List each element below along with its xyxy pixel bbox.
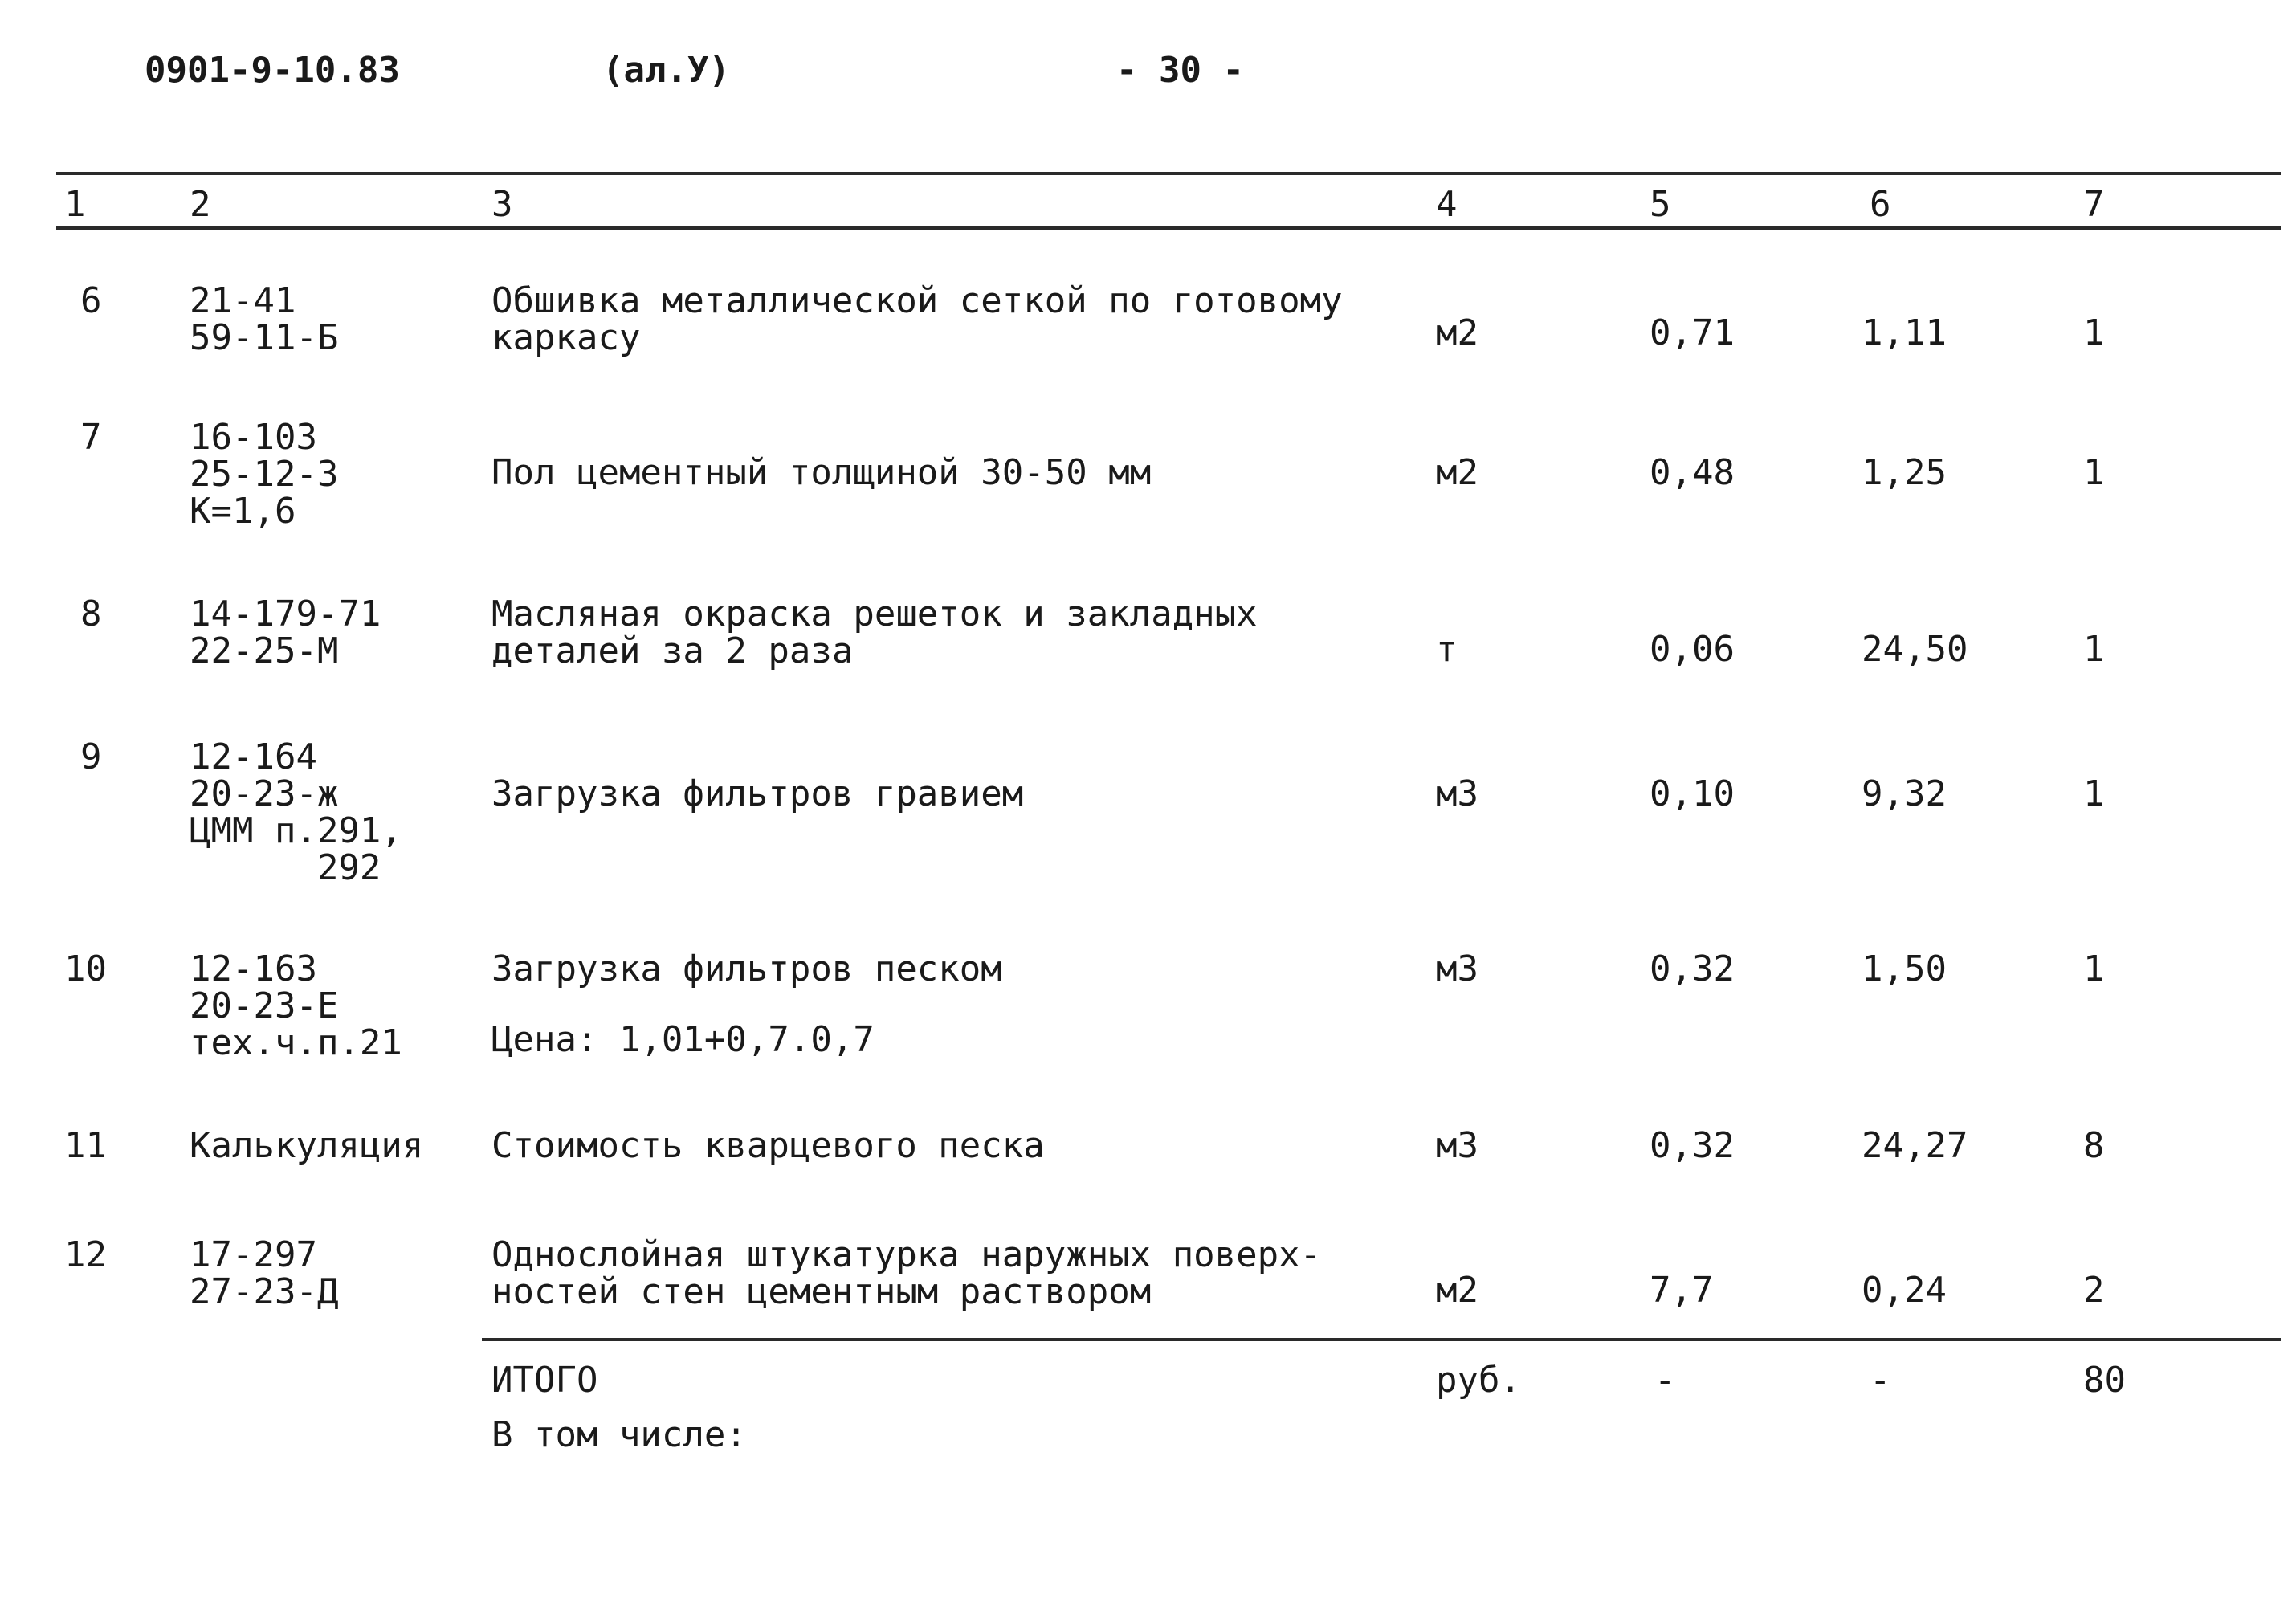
including-label: В том числе:: [491, 1414, 747, 1455]
row-name: Стоимость кварцевого песка: [491, 1125, 1045, 1166]
total-value: 80: [2083, 1360, 2126, 1401]
row-total: 1: [2083, 773, 2105, 814]
row-price: 1,25: [1862, 452, 1947, 493]
row-number: 7: [80, 417, 102, 458]
column-number-7: 7: [2083, 184, 2105, 225]
row-number: 12: [64, 1234, 107, 1275]
row-number: 9: [80, 736, 102, 777]
row-unit: м2: [1436, 1270, 1478, 1311]
row-price-note: Цена: 1,01+0,7.0,7: [491, 1019, 875, 1060]
total-unit: руб.: [1436, 1360, 1521, 1401]
row-name: Однослойная штукатурка наружных поверх- ностей стен цементным раствором: [491, 1234, 1322, 1312]
row-code: 12-163 20-23-Е тех.ч.п.21: [190, 948, 402, 1063]
row-code: 14-179-71 22-25-М: [190, 593, 381, 671]
row-name: Обшивка металлической сеткой по готовому каркасу: [491, 280, 1343, 358]
column-number-2: 2: [190, 184, 211, 225]
row-code: 12-164 20-23-ж ЦММ п.291, 292: [190, 736, 402, 888]
row-name: Загрузка фильтров песком: [491, 948, 1002, 989]
album-label: (ал.У): [602, 50, 730, 91]
row-unit: т: [1436, 629, 1458, 670]
row-qty: 0,10: [1650, 773, 1735, 814]
row-number: 10: [64, 948, 107, 989]
total-label: ИТОГО: [491, 1360, 598, 1401]
total-qty: -: [1654, 1360, 1676, 1401]
row-qty: 0,71: [1650, 312, 1735, 353]
row-unit: м2: [1436, 312, 1478, 353]
page-number: - 30 -: [1116, 50, 1244, 91]
top-rule: [56, 172, 2281, 175]
row-total: 1: [2083, 629, 2105, 670]
row-unit: м3: [1436, 1125, 1478, 1166]
row-number: 11: [64, 1125, 107, 1166]
row-total: 1: [2083, 452, 2105, 493]
column-number-3: 3: [491, 184, 513, 225]
row-total: 8: [2083, 1125, 2105, 1166]
row-unit: м3: [1436, 948, 1478, 989]
row-code: 16-103 25-12-3 К=1,6: [190, 417, 339, 532]
row-name: Масляная окраска решеток и закладных деталей за 2 раза: [491, 593, 1258, 671]
column-number-1: 1: [64, 184, 86, 225]
row-qty: 0,32: [1650, 1125, 1735, 1166]
row-total: 2: [2083, 1270, 2105, 1311]
row-price: 1,11: [1862, 312, 1947, 353]
row-total: 1: [2083, 312, 2105, 353]
row-price: 1,50: [1862, 948, 1947, 989]
row-unit: м2: [1436, 452, 1478, 493]
column-number-4: 4: [1436, 184, 1458, 225]
row-qty: 7,7: [1650, 1270, 1714, 1311]
row-price: 24,27: [1862, 1125, 1968, 1166]
document-code: 0901-9-10.83: [145, 50, 400, 91]
row-name: Пол цементный толщиной 30-50 мм: [491, 452, 1152, 493]
total-rule: [482, 1338, 2281, 1341]
column-number-5: 5: [1650, 184, 1671, 225]
row-unit: м3: [1436, 773, 1478, 814]
row-qty: 0,06: [1650, 629, 1735, 670]
column-header-rule: [56, 226, 2281, 230]
row-total: 1: [2083, 948, 2105, 989]
row-code: 17-297 27-23-Д: [190, 1234, 339, 1312]
row-code: 21-41 59-11-Б: [190, 280, 339, 358]
column-number-6: 6: [1870, 184, 1891, 225]
total-price: -: [1870, 1360, 1891, 1401]
row-name: Загрузка фильтров гравием: [491, 773, 1024, 814]
row-qty: 0,32: [1650, 948, 1735, 989]
row-price: 9,32: [1862, 773, 1947, 814]
row-price: 24,50: [1862, 629, 1968, 670]
row-qty: 0,48: [1650, 452, 1735, 493]
row-code: Калькуляция: [190, 1125, 424, 1166]
row-number: 6: [80, 280, 102, 321]
row-number: 8: [80, 593, 102, 634]
row-price: 0,24: [1862, 1270, 1947, 1311]
